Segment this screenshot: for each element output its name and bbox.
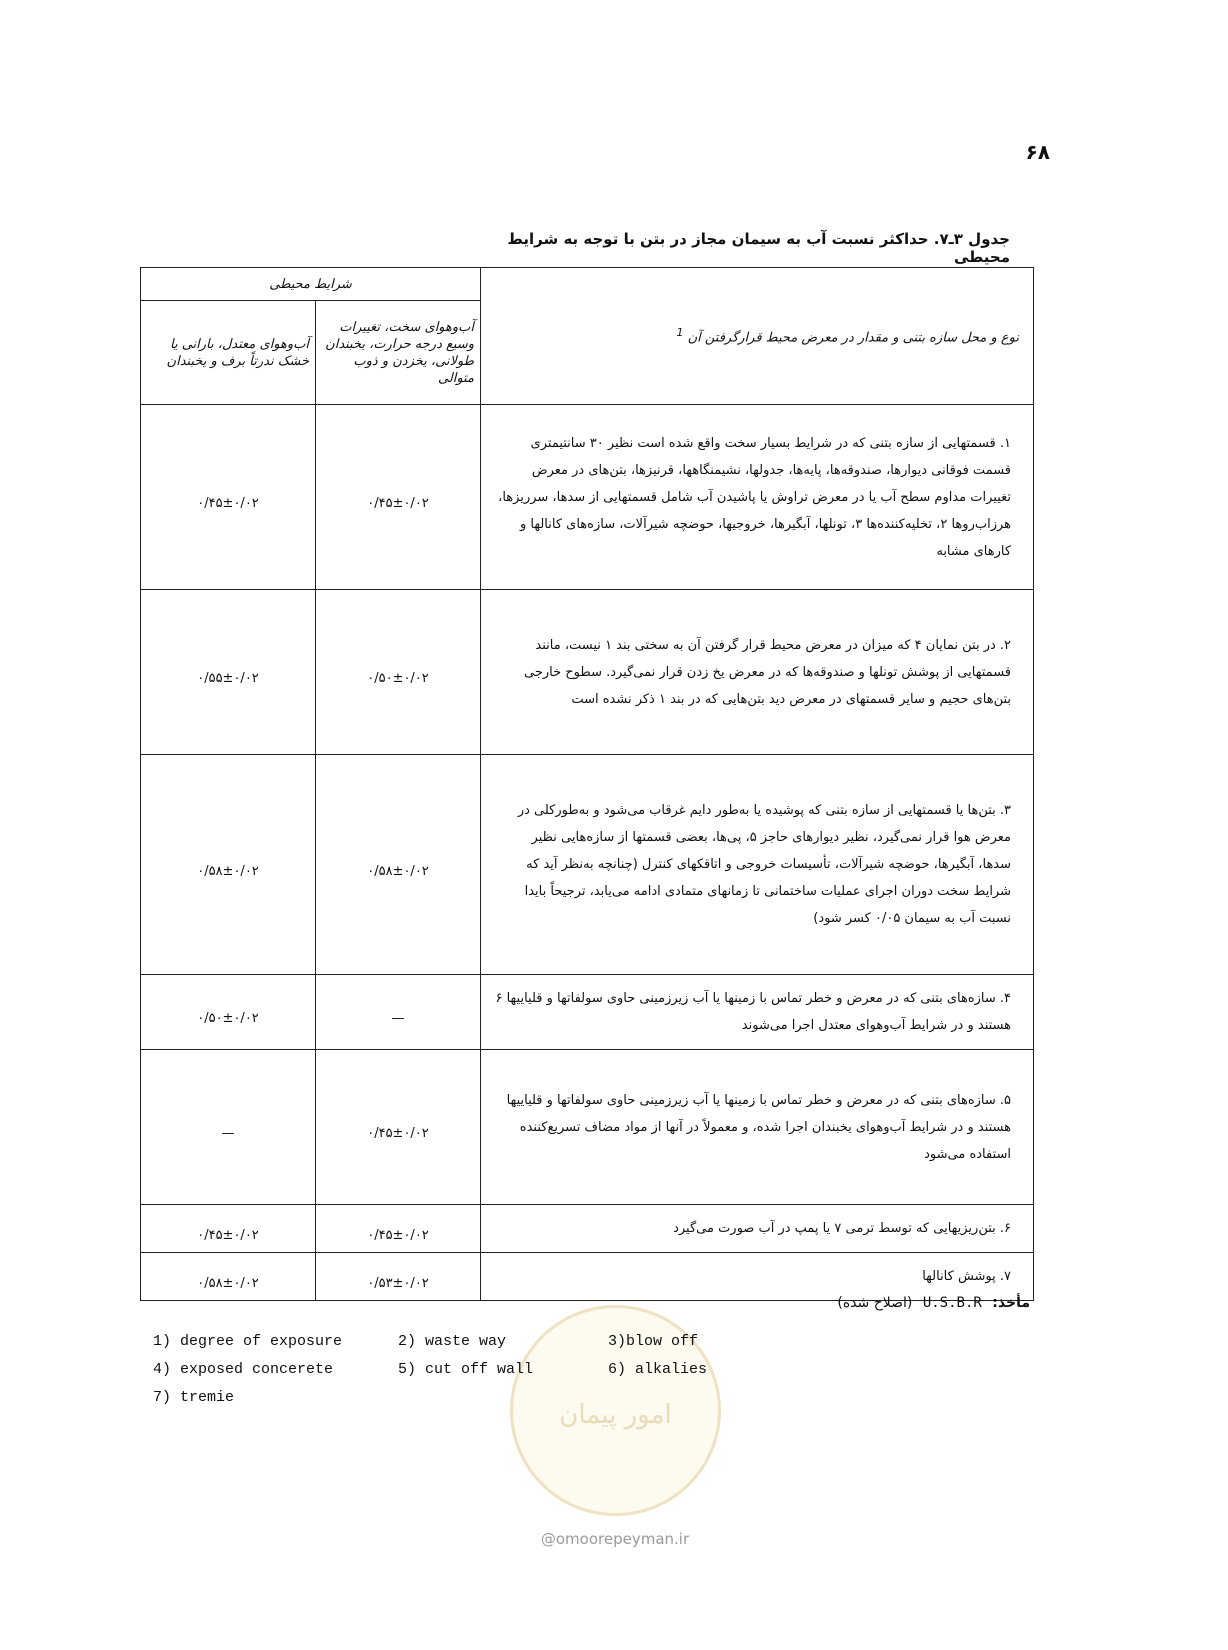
harsh-value: ۰/۵۸±۰/۰۲: [316, 755, 481, 975]
source-label: مأخذ:: [992, 1295, 1030, 1311]
mild-value: ۰/۵۵±۰/۰۲: [141, 590, 316, 755]
harsh-value: —: [316, 975, 481, 1050]
table-row: [141, 590, 1034, 755]
table-row: [141, 405, 1034, 590]
source-remark: (اصلاح شده): [837, 1295, 913, 1311]
mild-value: ۰/۴۵±۰/۰۲: [141, 405, 316, 590]
row-description: ۶. بتن‌ریزیهایی که توسط ترمی ۷ یا پمپ در آب صورت می‌گیرد: [481, 1205, 1034, 1253]
harsh-value: ۰/۵۰±۰/۰۲: [316, 590, 481, 755]
table-row: [141, 1253, 1034, 1301]
footnote-item: 6) alkalies: [608, 1361, 708, 1378]
row-description: ۷. پوشش کانالها: [481, 1253, 1034, 1301]
row-description: ۳. بتن‌ها یا قسمتهایی از سازه بتنی که پوشیده یا به‌طور دایم غرقاب می‌شود و به‌طورکلی در معرض هوا قرار نمی‌گیرد، نظیر دیوارهای حاجز ۵، پی‌ها، بعضی قسمتها از سازه‌هایی نظیر سدها، آبگیرها، حوضچه شیرآلات، تأسیسات خروجی و اتاقکهای کنترل (چنانچه به‌نظر آید که شرایط سخت دوران اجرای عملیات ساختمانی تا زمانهای متمادی ادامه می‌یابد، ترجیحاً بایدا نسبت آب به سیمان ۰/۰۵ کسر شود): [481, 755, 1034, 975]
header-mild-climate: آب‌وهوای معتدل، بارانی یا خشک ندرتاً برف و یخبندان: [141, 301, 316, 405]
footnote-item: 2) waste way: [398, 1333, 507, 1350]
row-description: ۱. قسمتهایی از سازه بتنی که در شرایط بسیار سخت واقع شده است نظیر ۳۰ سانتیمتری قسمت فوقانی دیوارها، صندوقه‌ها، پایه‌ها، جدولها، نشیمنگاهها، قرنیزها، بتن‌های در معرض تغییرات مداوم سطح آب یا در معرض تراوش یا پاشیدن آب شامل قسمتهایی از سدها، سرریزها، هرزاب‌روها ۲، تخلیه‌کننده‌ها ۳، تونلها، آبگیرها، خروجیها، حوضچه شیرآلات، سازه‌های کانالها و کارهای مشابه: [481, 405, 1034, 590]
header-structure-type-text: نوع و محل سازه بتنی و مقدار در معرض محیط قرارگرفتن آن: [687, 330, 1020, 346]
mild-value: ۰/۵۸±۰/۰۲: [141, 755, 316, 975]
harsh-value: ۰/۵۳±۰/۰۲: [316, 1253, 481, 1301]
footnote-item: 5) cut off wall: [398, 1361, 534, 1378]
footnote-item: 3)blow off: [608, 1333, 699, 1350]
mild-value: ۰/۵۸±۰/۰۲: [141, 1253, 316, 1301]
table-row: [141, 975, 1034, 1050]
harsh-value: ۰/۴۵±۰/۰۲: [316, 405, 481, 590]
row-description: ۴. سازه‌های بتنی که در معرض و خطر تماس با زمینها یا آب زیرزمینی حاوی سولفاتها و قلیاییها ۶ هستند و در شرایط آب‌وهوای معتدل اجرا می‌شوند: [481, 975, 1034, 1050]
table-row: [141, 1050, 1034, 1205]
row-description: ۵. سازه‌های بتنی که در معرض و خطر تماس با زمینها یا آب زیرزمینی حاوی سولفاتها و قلیاییها هستند و در شرایط آب‌وهوای یخبندان اجرا شده، و معمولاً در آنها از مواد مضاف تسریع‌کننده استفاده می‌شود: [481, 1050, 1034, 1205]
header-footnote-ref: 1: [676, 326, 684, 340]
mild-value: —: [141, 1050, 316, 1205]
table-row: [141, 755, 1034, 975]
harsh-value: ۰/۴۵±۰/۰۲: [316, 1205, 481, 1253]
exposure-table: [140, 267, 1034, 1301]
watermark-text: امور پیمان: [559, 1400, 672, 1430]
footnote-item: 7) tremie: [153, 1389, 235, 1406]
row-description: ۲. در بتن نمایان ۴ که میزان در معرض محیط قرار گرفتن آن به سختی بند ۱ نیست، مانند قسمتهایی از پوشش تونلها و صندوقه‌ها که در معرض یخ زدن قرار نمی‌گیرد. سطوح خارجی بتن‌های حجیم و سایر قسمتهای در معرض دید بتن‌هایی که در بند ۱ ذکر نشده است: [481, 590, 1034, 755]
source-note: [690, 1295, 1030, 1311]
header-structure-type: [481, 268, 1034, 405]
page-number: ۶۸: [1025, 140, 1050, 164]
footnote-item: 1) degree of exposure: [153, 1333, 343, 1350]
source-code: U.S.B.R: [922, 1295, 982, 1311]
harsh-value: ۰/۴۵±۰/۰۲: [316, 1050, 481, 1205]
mild-value: ۰/۴۵±۰/۰۲: [141, 1205, 316, 1253]
table-caption: جدول ۳ـ۷. حداکثر نسبت آب به سیمان مجاز در بتن با توجه به شرایط محیطی: [507, 230, 1010, 266]
table-row: [141, 1205, 1034, 1253]
footnote-item: 4) exposed concerete: [153, 1361, 334, 1378]
header-harsh-climate: آب‌وهوای سخت، تغییرات وسیع درجه حرارت، یخبندان طولانی، یخزدن و ذوب متوالی: [316, 301, 481, 405]
website-watermark: @omoorepeyman.ir: [540, 1530, 690, 1548]
header-environment: شرایط محیطی: [141, 268, 481, 301]
mild-value: ۰/۵۰±۰/۰۲: [141, 975, 316, 1050]
